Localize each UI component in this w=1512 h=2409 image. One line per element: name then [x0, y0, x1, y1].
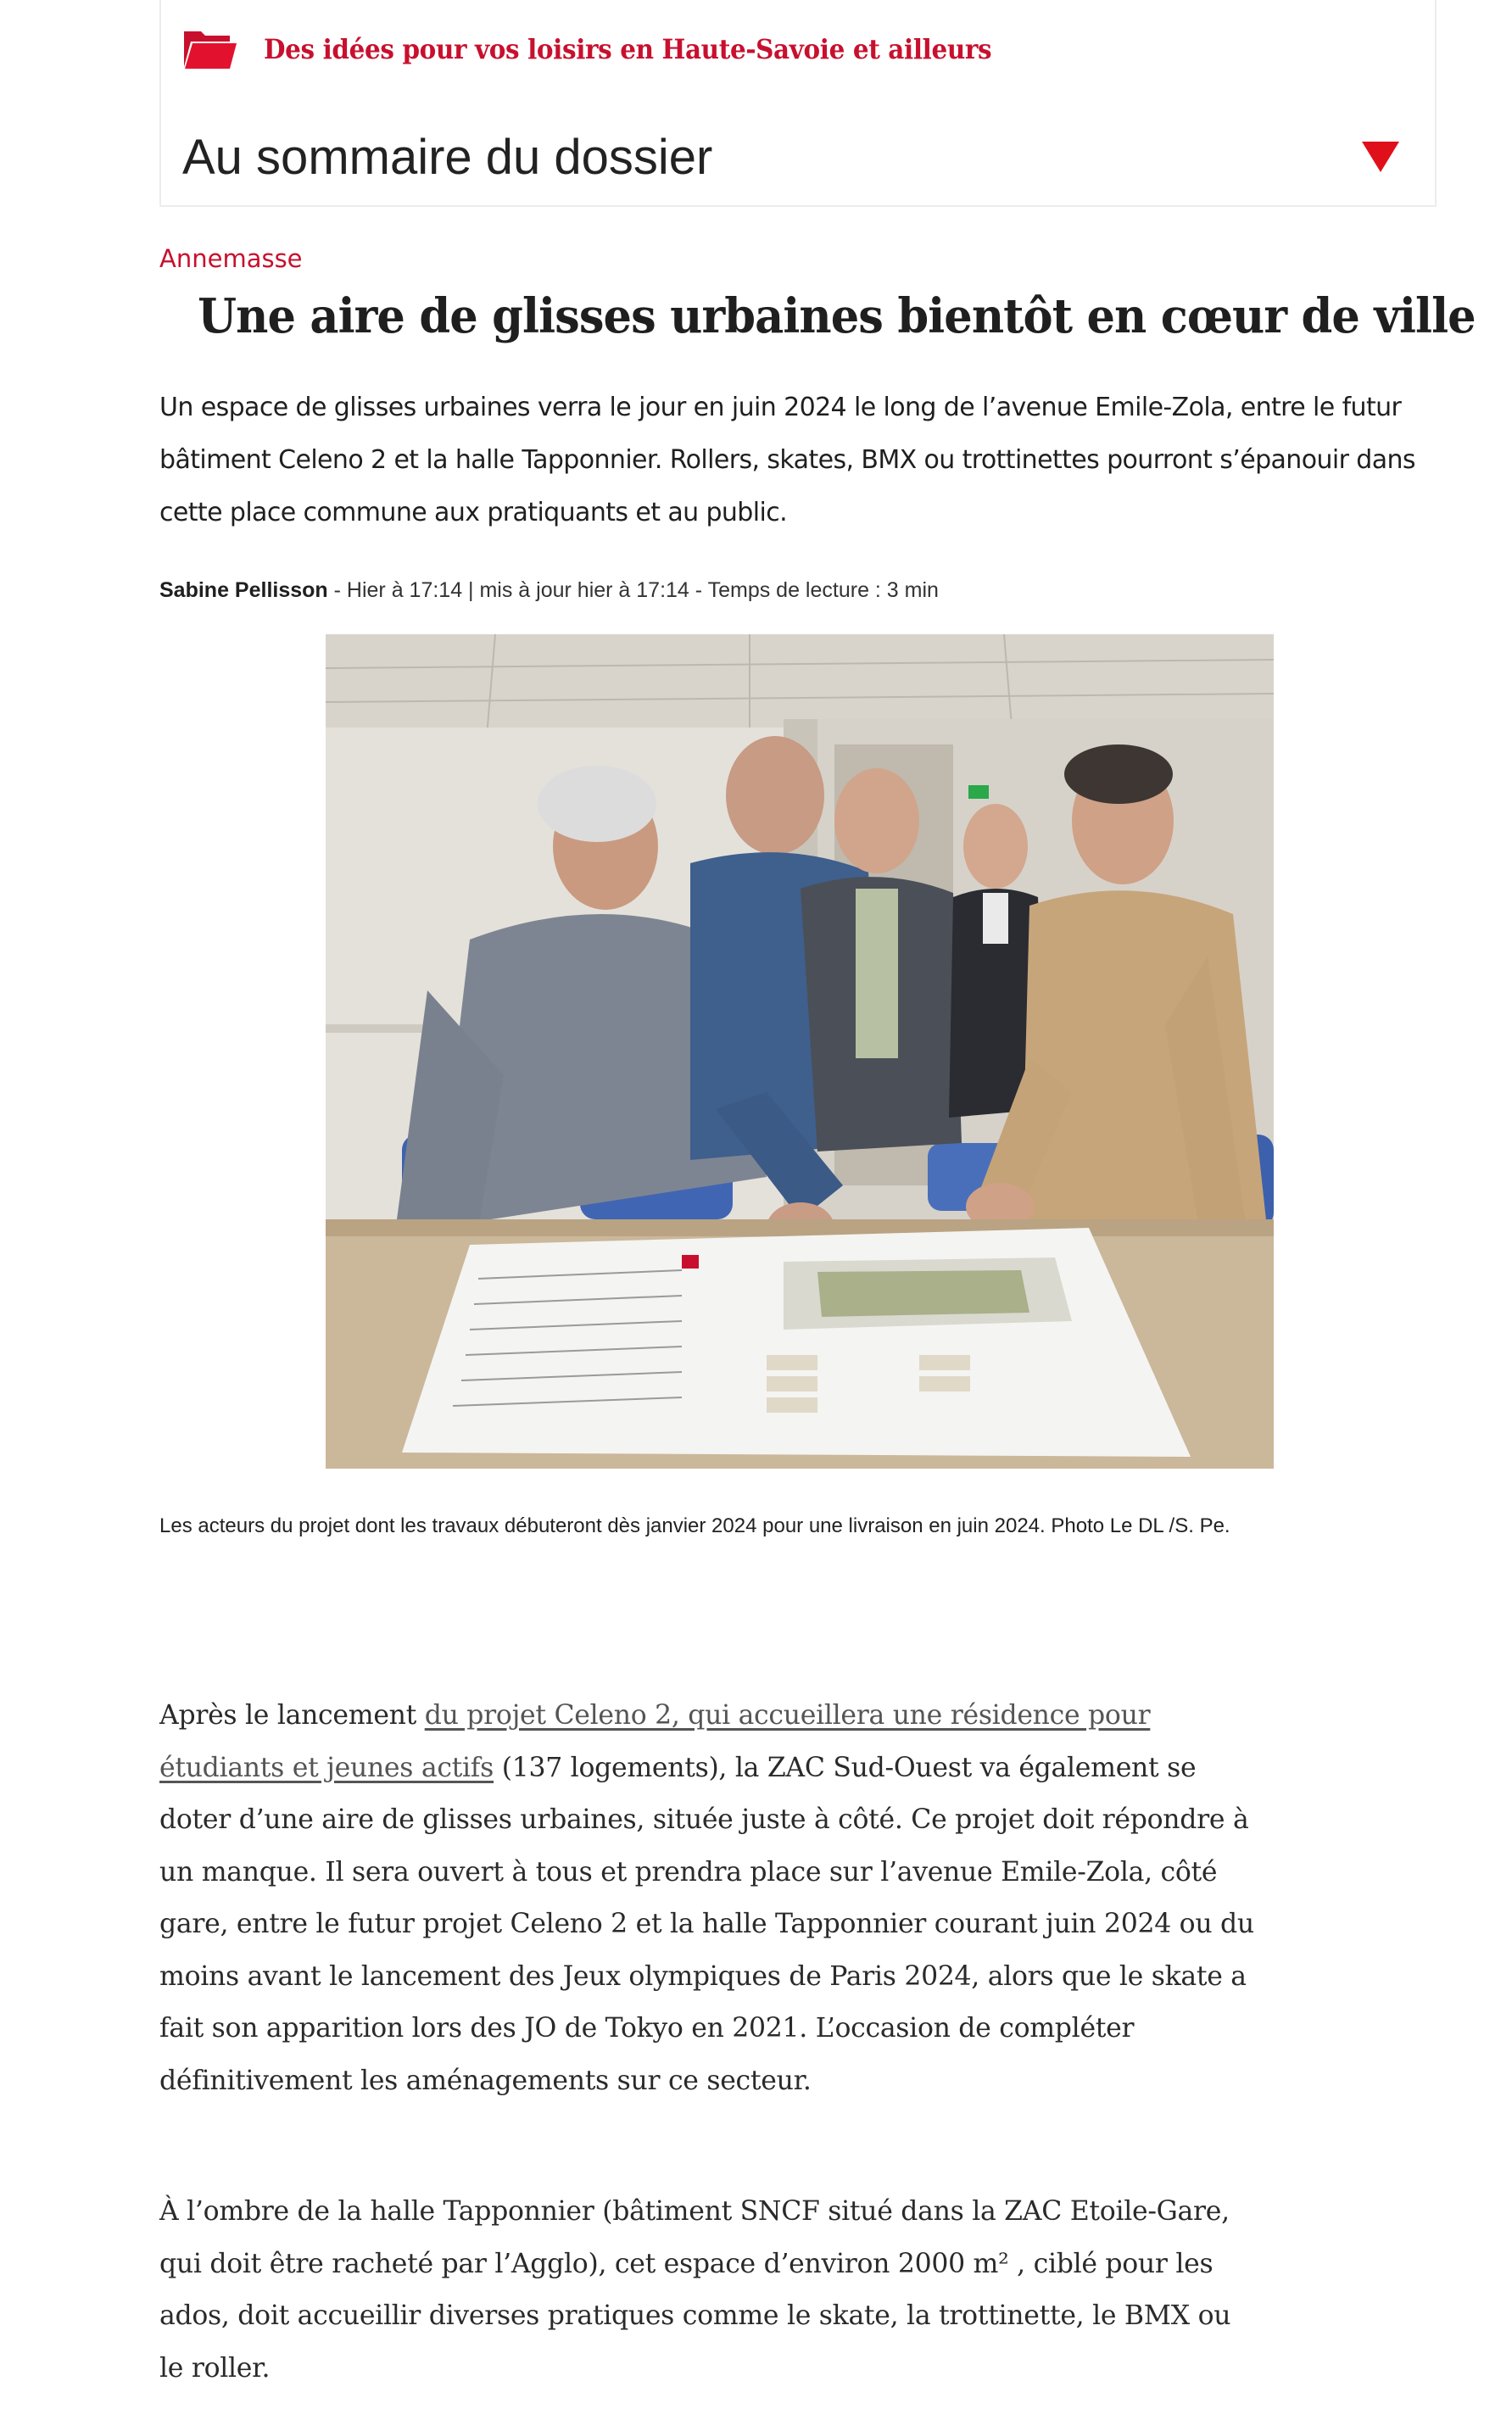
article-photo[interactable] [326, 634, 1274, 1469]
dossier-link-label[interactable]: Des idées pour vos loisirs en Haute-Savoie et ailleurs [264, 33, 992, 65]
author-name: Sabine Pellisson [159, 578, 328, 602]
article-title: Une aire de glisses urbaines bientôt en cœur de ville [198, 288, 1476, 344]
p1-rest: (137 logements), la ZAC Sud-Ouest va également se doter d’une aire de glisses urbaines, située juste à côté. Ce projet doit répondre à un manque. Il sera ouvert à tous et prendra place sur l’avenue Emile-Zola, côté gare, entre le futur projet Celeno 2 et la halle Tapponnier courant juin 2024 ou du moins avant le lancement des Jeux olympiques de Paris 2024, alors que le skate a fait son apparition lors des JO de Tokyo en 2021. L’occasion de compléter définitivement les aménagements sur ce secteur. [159, 1752, 1254, 2096]
dossier-summary-title: Au sommaire du dossier [182, 129, 713, 185]
dossier-summary-toggle[interactable] [182, 119, 1401, 195]
article-chapo: Un espace de glisses urbaines verra le jour en juin 2024 le long de l’avenue Emile-Zola, entre le futur bâtiment Celeno 2 et la halle Tapponnier. Rollers, skates, BMX ou trottinettes pourront s’épanouir dans cette place commune aux pratiquants et au public. [159, 393, 1415, 527]
p1-intro: Après le lancement [159, 1700, 425, 1731]
body-paragraph-1 [159, 1690, 1262, 2107]
dossier-box [159, 0, 1437, 207]
article-kicker[interactable]: Annemasse [159, 244, 303, 273]
celeno-project-link[interactable]: du projet Celeno 2, qui accueillera une résidence pour étudiants et jeunes actifs [159, 1700, 1151, 1783]
article-byline [159, 578, 939, 603]
body-paragraph-2: À l’ombre de la halle Tapponnier (bâtiment SNCF situé dans la ZAC Etoile-Gare, qui doit être racheté par l’Agglo), cet espace d’environ 2000 m² , ciblé pour les ados, doit accueillir diverses pratiques comme le skate, la trottinette, le BMX ou le roller. [159, 2196, 1231, 2384]
folder-icon [182, 26, 238, 72]
byline-meta: - Hier à 17:14 | mis à jour hier à 17:14 - Temps de lecture : 3 min [327, 578, 939, 602]
photo-caption: Les acteurs du projet dont les travaux débuteront dès janvier 2024 pour une livraison en juin 2024. Photo Le DL /S. Pe. [159, 1514, 1230, 1537]
photo-illustration [326, 634, 1274, 1469]
dossier-link[interactable] [182, 24, 1055, 75]
triangle-down-icon[interactable] [1360, 140, 1401, 174]
